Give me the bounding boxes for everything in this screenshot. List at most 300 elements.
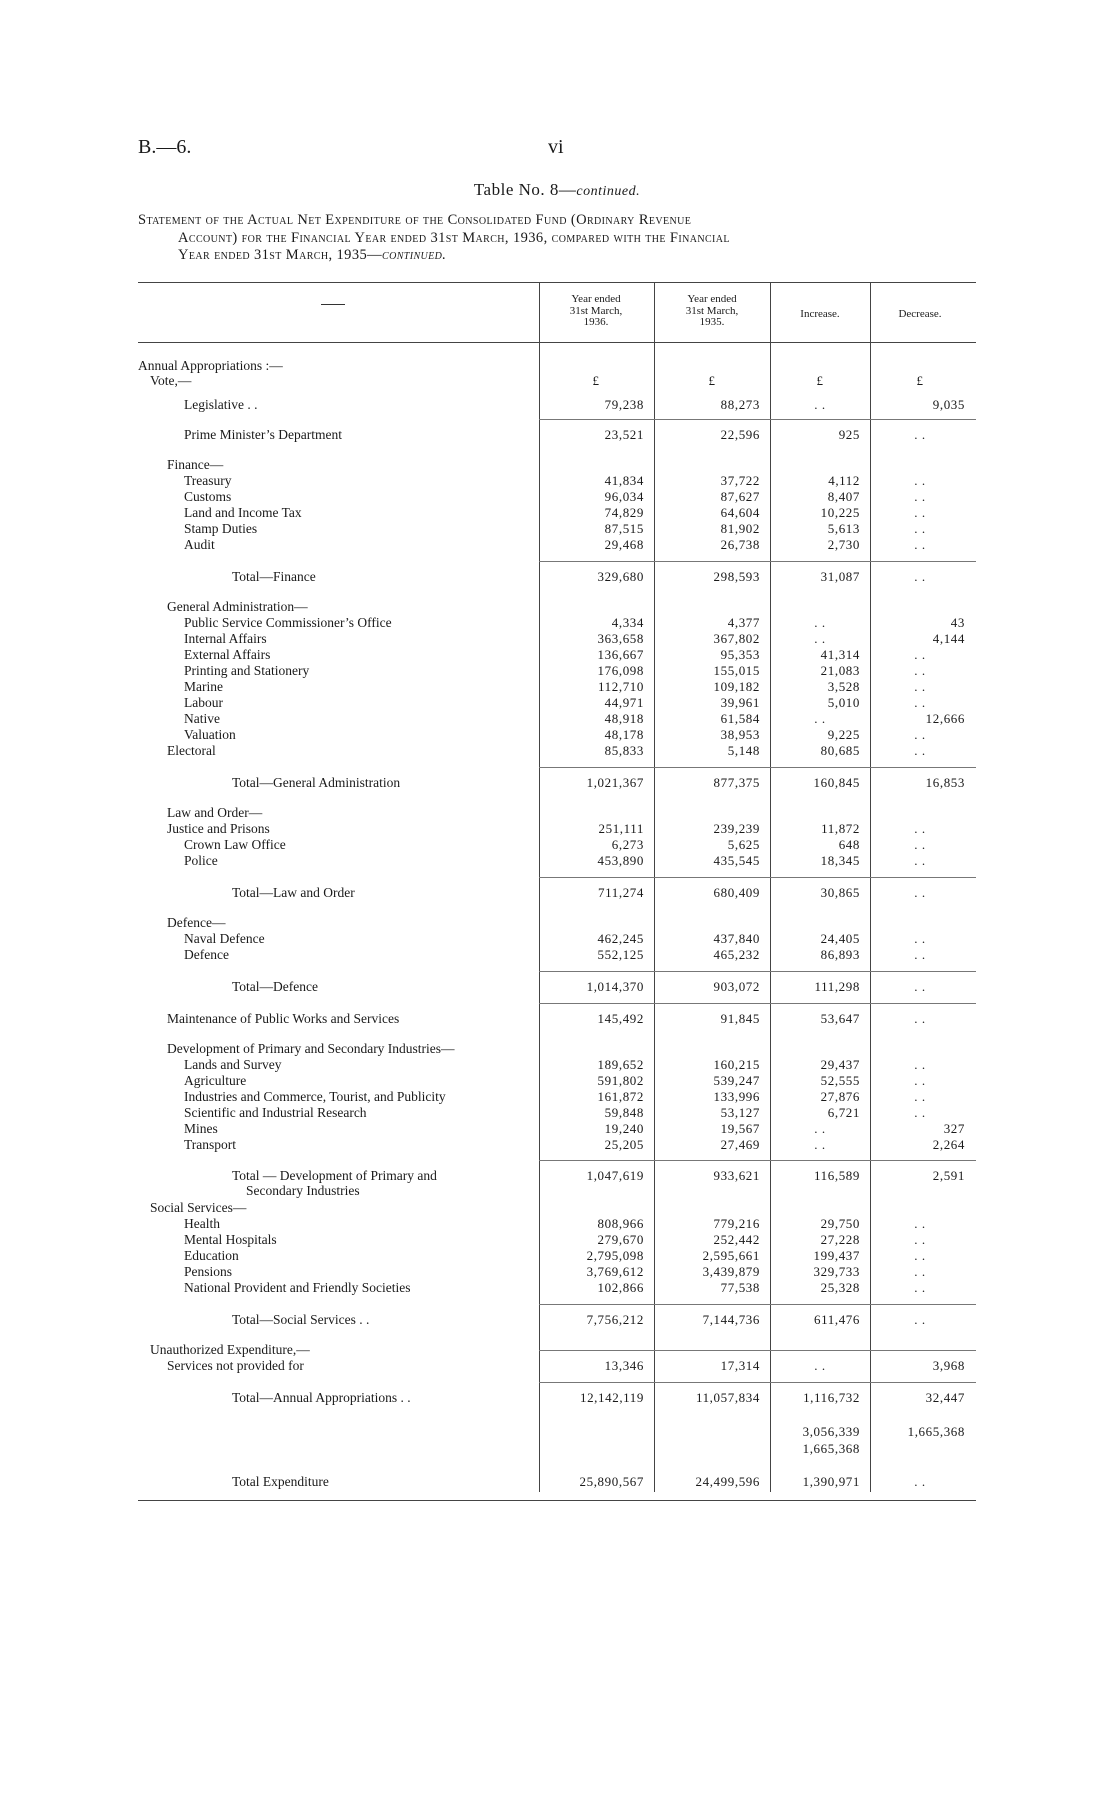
table-row xyxy=(0,1073,1114,1089)
table-row xyxy=(0,358,1114,374)
row-label: Vote,— xyxy=(150,373,192,388)
cell-c3: 9,225 xyxy=(827,727,860,742)
cell-c3: . . xyxy=(814,615,826,630)
column-header-increase: Increase. xyxy=(800,308,840,320)
row-label: Customs xyxy=(184,489,232,504)
cell-c2: 109,182 xyxy=(713,679,760,694)
cell-c2: 38,953 xyxy=(720,727,760,742)
table-row xyxy=(0,1264,1114,1280)
cell-c4: 9,035 xyxy=(932,397,965,412)
cell-c4: 3,968 xyxy=(932,1358,965,1373)
cell-c3: 11,872 xyxy=(821,821,860,836)
cell-c4: . . xyxy=(914,853,926,868)
cell-c4: . . xyxy=(914,569,926,584)
cell-c3: 41,314 xyxy=(820,647,860,662)
cell-c2: 19,567 xyxy=(720,1121,760,1136)
cell-c3: 4,112 xyxy=(828,473,860,488)
cell-c4: . . xyxy=(914,837,926,852)
row-label: Total Expenditure xyxy=(232,1474,329,1489)
cell-c3: 25,328 xyxy=(820,1280,860,1295)
table-row xyxy=(0,631,1114,647)
cell-c3: 111,298 xyxy=(814,979,860,994)
table-row xyxy=(0,1121,1114,1137)
cell-c2: 22,596 xyxy=(720,427,760,442)
cell-c2: 465,232 xyxy=(713,947,760,962)
row-label: Mental Hospitals xyxy=(184,1232,277,1247)
cell-c1: 48,178 xyxy=(604,727,644,742)
cell-c2: 437,840 xyxy=(713,931,760,946)
row-label: Total—Annual Appropriations . . xyxy=(232,1390,411,1405)
cell-c2: 4,377 xyxy=(727,615,760,630)
row-label: Pensions xyxy=(184,1264,233,1279)
table-row xyxy=(0,775,1114,791)
row-label: Police xyxy=(184,853,218,868)
row-label: External Affairs xyxy=(184,647,271,662)
cell-c2: 61,584 xyxy=(720,711,760,726)
row-label: Audit xyxy=(184,537,215,552)
cell-c1: 363,658 xyxy=(597,631,644,646)
cell-c2: 27,469 xyxy=(720,1137,760,1152)
cell-c4: . . xyxy=(914,1280,926,1295)
cell-c1: 711,274 xyxy=(598,885,644,900)
statement-line-3-text: Year ended 31st March, 1935— xyxy=(178,247,383,263)
table-row xyxy=(0,1137,1114,1153)
cell-c3: 29,750 xyxy=(820,1216,860,1231)
total-rule xyxy=(539,1382,976,1383)
cell-c1: 41,834 xyxy=(604,473,644,488)
row-label: Defence— xyxy=(167,915,226,930)
cell-c2: 160,215 xyxy=(713,1057,760,1072)
cell-c1: £ xyxy=(592,373,600,388)
cell-c4: . . xyxy=(914,1474,926,1489)
cell-c4: 1,665,368 xyxy=(907,1424,965,1439)
cell-c1: 1,021,367 xyxy=(586,775,644,790)
cell-c3: 29,437 xyxy=(820,1057,860,1072)
table-row xyxy=(0,373,1114,389)
table-row xyxy=(0,1280,1114,1296)
total-rule xyxy=(539,877,976,878)
cell-c1: 1,014,370 xyxy=(586,979,644,994)
cell-c1: 251,111 xyxy=(598,821,644,836)
cell-c4: . . xyxy=(914,695,926,710)
table-row xyxy=(0,1441,1114,1457)
cell-c2: 24,499,596 xyxy=(695,1474,760,1489)
cell-c3: 648 xyxy=(838,837,860,852)
cell-c2: 252,442 xyxy=(713,1232,760,1247)
row-label: Development of Primary and Secondary Industries— xyxy=(167,1041,455,1056)
cell-c2: 5,625 xyxy=(727,837,760,852)
table-row xyxy=(0,931,1114,947)
cell-c2: 5,148 xyxy=(727,743,760,758)
cell-c4: 43 xyxy=(950,615,965,630)
table-row xyxy=(0,1057,1114,1073)
row-label: Total—Finance xyxy=(232,569,316,584)
cell-c3: 30,865 xyxy=(820,885,860,900)
row-label: Education xyxy=(184,1248,239,1263)
cell-c1: 25,890,567 xyxy=(579,1474,644,1489)
cell-c1: 85,833 xyxy=(604,743,644,758)
cell-c3: 5,613 xyxy=(827,521,860,536)
table-row xyxy=(0,615,1114,631)
cell-c3: 10,225 xyxy=(820,505,860,520)
row-label: Social Services— xyxy=(150,1200,247,1215)
cell-c2: 903,072 xyxy=(713,979,760,994)
cell-c3: . . xyxy=(814,631,826,646)
table-row xyxy=(0,569,1114,585)
cell-c4: . . xyxy=(914,727,926,742)
cell-c1: 161,872 xyxy=(597,1089,644,1104)
cell-c1: 87,515 xyxy=(604,521,644,536)
cell-c1: 7,756,212 xyxy=(586,1312,644,1327)
cell-c1: 552,125 xyxy=(597,947,644,962)
row-label: Justice and Prisons xyxy=(167,821,270,836)
column-header-1935-line: 31st March, xyxy=(685,304,739,317)
cell-c1: 189,652 xyxy=(597,1057,644,1072)
cell-c4: . . xyxy=(914,979,926,994)
row-label: Lands and Survey xyxy=(184,1057,282,1072)
table-row xyxy=(0,1358,1114,1374)
table-row xyxy=(0,1232,1114,1248)
table-row xyxy=(0,885,1114,901)
cell-c1: 453,890 xyxy=(597,853,644,868)
cell-c4: £ xyxy=(916,373,924,388)
table-row xyxy=(0,647,1114,663)
stub-header-dash xyxy=(321,304,345,305)
cell-c4: . . xyxy=(914,821,926,836)
cell-c2: 367,802 xyxy=(713,631,760,646)
cell-c4: 32,447 xyxy=(925,1390,965,1405)
table-row xyxy=(0,1089,1114,1105)
row-label: Maintenance of Public Works and Services xyxy=(167,1011,400,1026)
cell-c1: 74,829 xyxy=(604,505,644,520)
table-row xyxy=(0,1105,1114,1121)
cell-c3: 116,589 xyxy=(814,1168,860,1183)
row-label: Land and Income Tax xyxy=(184,505,302,520)
cell-c4: . . xyxy=(914,1264,926,1279)
cell-c1: 48,918 xyxy=(604,711,644,726)
table-row xyxy=(0,1200,1114,1216)
column-header-1936-line: 31st March, xyxy=(569,304,623,317)
cell-c3: 21,083 xyxy=(820,663,860,678)
table-row xyxy=(0,537,1114,553)
table-row xyxy=(0,1474,1114,1490)
table-row xyxy=(0,1424,1114,1440)
cell-c2: 53,127 xyxy=(720,1105,760,1120)
table-row xyxy=(0,397,1114,413)
row-label: Total—Defence xyxy=(232,979,319,994)
cell-c3: 18,345 xyxy=(820,853,860,868)
cell-c3: 1,116,732 xyxy=(803,1390,860,1405)
cell-c1: 136,667 xyxy=(597,647,644,662)
cell-c4: . . xyxy=(914,1011,926,1026)
row-label: Total—Social Services . . xyxy=(232,1312,370,1327)
row-label: Treasury xyxy=(184,473,232,488)
cell-c4: . . xyxy=(914,1057,926,1072)
row-label: Internal Affairs xyxy=(184,631,267,646)
cell-c4: . . xyxy=(914,663,926,678)
row-label: Annual Appropriations :— xyxy=(138,358,283,373)
row-label: Marine xyxy=(184,679,223,694)
row-label: Valuation xyxy=(184,727,236,742)
row-label: Naval Defence xyxy=(184,931,265,946)
table-row xyxy=(0,727,1114,743)
table-row xyxy=(0,1168,1114,1198)
table-row xyxy=(0,1248,1114,1264)
cell-c4: 2,591 xyxy=(932,1168,965,1183)
cell-c1: 279,670 xyxy=(597,1232,644,1247)
cell-c4: . . xyxy=(914,1105,926,1120)
table-row xyxy=(0,679,1114,695)
cell-c2: 133,996 xyxy=(713,1089,760,1104)
cell-c2: 91,845 xyxy=(720,1011,760,1026)
cell-c2: 155,015 xyxy=(713,663,760,678)
cell-c1: 23,521 xyxy=(604,427,644,442)
cell-c4: . . xyxy=(914,1089,926,1104)
table-row xyxy=(0,837,1114,853)
cell-c2: 680,409 xyxy=(713,885,760,900)
table-row xyxy=(0,427,1114,443)
cell-c1: 462,245 xyxy=(597,931,644,946)
row-label: Unauthorized Expenditure,— xyxy=(150,1342,310,1357)
table-row xyxy=(0,1390,1114,1406)
cell-c4: 12,666 xyxy=(925,711,965,726)
cell-c1: 145,492 xyxy=(597,1011,644,1026)
total-rule xyxy=(539,1304,976,1305)
cell-c4: . . xyxy=(914,505,926,520)
table-row xyxy=(0,695,1114,711)
cell-c1: 29,468 xyxy=(604,537,644,552)
total-rule xyxy=(539,1350,976,1351)
table-row xyxy=(0,853,1114,869)
page-reference: B.—6. xyxy=(138,136,192,158)
cell-c4: . . xyxy=(914,647,926,662)
table-row xyxy=(0,599,1114,615)
cell-c2: 77,538 xyxy=(720,1280,760,1295)
cell-c4: . . xyxy=(914,1312,926,1327)
page-number: vi xyxy=(548,136,564,158)
cell-c3: 925 xyxy=(838,427,860,442)
cell-c1: 59,848 xyxy=(604,1105,644,1120)
column-header-decrease: Decrease. xyxy=(898,308,942,320)
cell-c3: 1,665,368 xyxy=(802,1441,860,1456)
table-row xyxy=(0,663,1114,679)
row-label: Crown Law Office xyxy=(184,837,286,852)
cell-c2: 17,314 xyxy=(720,1358,760,1373)
cell-c2: 239,239 xyxy=(713,821,760,836)
table-top-rule xyxy=(138,282,976,283)
cell-c1: 96,034 xyxy=(604,489,644,504)
cell-c3: . . xyxy=(814,711,826,726)
cell-c3: 5,010 xyxy=(827,695,860,710)
cell-c2: 539,247 xyxy=(713,1073,760,1088)
cell-c1: 329,680 xyxy=(597,569,644,584)
statement-line-1: Statement of the Actual Net Expenditure of the Consolidated Fund (Ordinary Revenue xyxy=(138,212,692,228)
statement-line-3-continued: continued. xyxy=(382,247,447,263)
cell-c4: . . xyxy=(914,1073,926,1088)
cell-c1: 25,205 xyxy=(604,1137,644,1152)
statement-heading xyxy=(138,212,976,265)
column-header-1935-line: 1935. xyxy=(699,316,725,328)
cell-c3: 8,407 xyxy=(827,489,860,504)
cell-c2: 39,961 xyxy=(720,695,760,710)
cell-c1: 19,240 xyxy=(604,1121,644,1136)
row-label: Printing and Stationery xyxy=(184,663,310,678)
row-label: Electoral xyxy=(167,743,216,758)
row-label: Defence xyxy=(184,947,229,962)
cell-c4: . . xyxy=(914,885,926,900)
row-label: Labour xyxy=(184,695,223,710)
cell-c3: 27,876 xyxy=(820,1089,860,1104)
cell-c3: 52,555 xyxy=(820,1073,860,1088)
cell-c1: 112,710 xyxy=(598,679,644,694)
table-row xyxy=(0,947,1114,963)
column-header-1936-line: 1936. xyxy=(583,316,609,328)
table-row xyxy=(0,915,1114,931)
row-label: Legislative . . xyxy=(184,397,258,412)
cell-c2: £ xyxy=(708,373,716,388)
row-label: Total — Development of Primary and xyxy=(232,1168,437,1183)
cell-c2: 933,621 xyxy=(713,1168,760,1183)
table-title xyxy=(0,180,1114,200)
row-label: Transport xyxy=(184,1137,237,1152)
cell-c4: . . xyxy=(914,537,926,552)
table-row xyxy=(0,805,1114,821)
row-label: Public Service Commissioner’s Office xyxy=(184,615,392,630)
cell-c2: 7,144,736 xyxy=(702,1312,760,1327)
cell-c1: 12,142,119 xyxy=(579,1390,644,1405)
cell-c2: 26,738 xyxy=(720,537,760,552)
row-label: National Provident and Friendly Societies xyxy=(184,1280,411,1295)
cell-c4: 2,264 xyxy=(932,1137,965,1152)
cell-c3: 199,437 xyxy=(813,1248,860,1263)
cell-c4: . . xyxy=(914,1248,926,1263)
total-rule xyxy=(539,767,976,768)
cell-c4: . . xyxy=(914,931,926,946)
table-row xyxy=(0,489,1114,505)
cell-c4: . . xyxy=(914,679,926,694)
cell-c3: 1,390,971 xyxy=(802,1474,860,1489)
cell-c3: 3,528 xyxy=(827,679,860,694)
table-row xyxy=(0,1011,1114,1027)
cell-c2: 11,057,834 xyxy=(695,1390,760,1405)
cell-c2: 81,902 xyxy=(720,521,760,536)
cell-c3: £ xyxy=(816,373,824,388)
cell-c3: . . xyxy=(814,1121,826,1136)
cell-c4: 4,144 xyxy=(932,631,965,646)
row-label: Total—Law and Order xyxy=(232,885,355,900)
table-row xyxy=(0,457,1114,473)
row-label: Health xyxy=(184,1216,220,1231)
cell-c3: 31,087 xyxy=(820,569,860,584)
row-label: Law and Order— xyxy=(167,805,263,820)
table-row xyxy=(0,821,1114,837)
cell-c2: 3,439,879 xyxy=(702,1264,760,1279)
row-label: Industries and Commerce, Tourist, and Publicity xyxy=(184,1089,446,1104)
row-label: Finance— xyxy=(167,457,224,472)
cell-c1: 13,346 xyxy=(604,1358,644,1373)
cell-c3: 329,733 xyxy=(813,1264,860,1279)
cell-c3: 611,476 xyxy=(814,1312,860,1327)
cell-c3: 6,721 xyxy=(827,1105,860,1120)
cell-c4: . . xyxy=(914,1216,926,1231)
cell-c2: 877,375 xyxy=(713,775,760,790)
row-label: Prime Minister’s Department xyxy=(184,427,342,442)
total-rule xyxy=(539,1003,976,1004)
cell-c2: 37,722 xyxy=(720,473,760,488)
cell-c1: 176,098 xyxy=(597,663,644,678)
column-header-1936-line: Year ended xyxy=(571,293,621,305)
cell-c3: 160,845 xyxy=(813,775,860,790)
cell-c1: 3,769,612 xyxy=(586,1264,644,1279)
table-row xyxy=(0,1041,1114,1057)
header-bottom-rule xyxy=(138,342,976,343)
cell-c4: . . xyxy=(914,489,926,504)
cell-c2: 2,595,661 xyxy=(702,1248,760,1263)
table-row xyxy=(0,521,1114,537)
cell-c2: 87,627 xyxy=(720,489,760,504)
column-header-1935 xyxy=(664,294,760,329)
table-row xyxy=(0,1216,1114,1232)
cell-c3: . . xyxy=(814,1137,826,1152)
cell-c3: 2,730 xyxy=(827,537,860,552)
statement-line-3 xyxy=(138,247,976,265)
row-label: Mines xyxy=(184,1121,218,1136)
cell-c4: . . xyxy=(914,521,926,536)
cell-c4: . . xyxy=(914,1232,926,1247)
total-rule xyxy=(539,971,976,972)
cell-c1: 1,047,619 xyxy=(586,1168,644,1183)
cell-c4: . . xyxy=(914,473,926,488)
cell-c1: 591,802 xyxy=(597,1073,644,1088)
table-row xyxy=(0,711,1114,727)
statement-line-2: Account) for the Financial Year ended 31st March, 1936, compared with the Financial xyxy=(178,229,730,246)
column-header-1935-line: Year ended xyxy=(687,293,737,305)
cell-c2: 779,216 xyxy=(713,1216,760,1231)
cell-c2: 95,353 xyxy=(720,647,760,662)
row-label: Services not provided for xyxy=(167,1358,304,1373)
cell-c1: 79,238 xyxy=(604,397,644,412)
cell-c3: 53,647 xyxy=(820,1011,860,1026)
table-row xyxy=(0,473,1114,489)
cell-c4: . . xyxy=(914,743,926,758)
cell-c1: 102,866 xyxy=(597,1280,644,1295)
cell-c2: 88,273 xyxy=(720,397,760,412)
cell-c3: 27,228 xyxy=(820,1232,860,1247)
table-row xyxy=(0,1312,1114,1328)
cell-c3: 3,056,339 xyxy=(802,1424,860,1439)
cell-c3: 24,405 xyxy=(820,931,860,946)
total-rule xyxy=(539,1160,976,1161)
cell-c1: 4,334 xyxy=(611,615,644,630)
cell-c1: 6,273 xyxy=(611,837,644,852)
row-label: Agriculture xyxy=(184,1073,247,1088)
table-row xyxy=(0,743,1114,759)
cell-c4: 16,853 xyxy=(925,775,965,790)
table-bottom-rule xyxy=(138,1500,976,1501)
cell-c3: . . xyxy=(814,397,826,412)
cell-c1: 2,795,098 xyxy=(586,1248,644,1263)
row-label: Stamp Duties xyxy=(184,521,258,536)
table-title-continued: continued. xyxy=(576,184,641,199)
table-row xyxy=(0,979,1114,995)
table-title-main: Table No. 8— xyxy=(473,180,577,199)
cell-c4: 327 xyxy=(943,1121,965,1136)
cell-c3: . . xyxy=(814,1358,826,1373)
cell-c4: . . xyxy=(914,947,926,962)
cell-c2: 64,604 xyxy=(720,505,760,520)
row-label: Native xyxy=(184,711,220,726)
total-rule xyxy=(539,419,976,420)
